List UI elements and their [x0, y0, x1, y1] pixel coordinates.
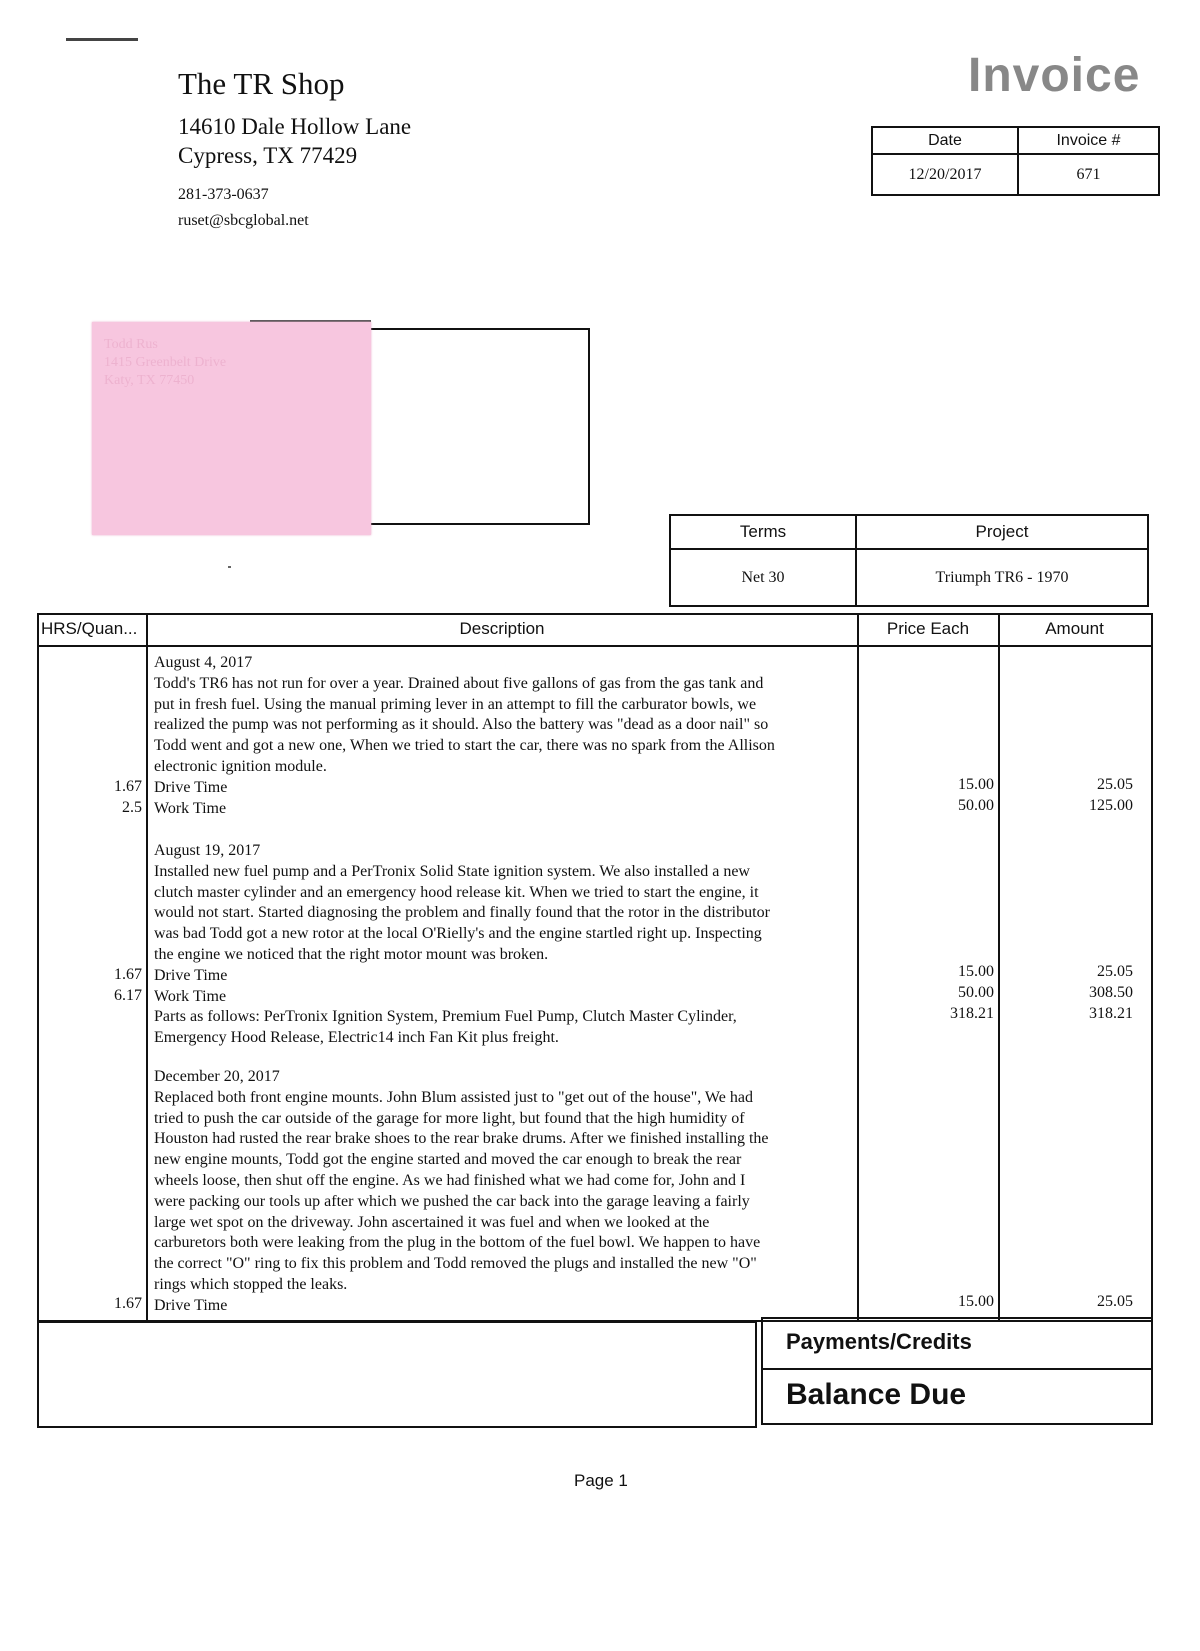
entry-text-line: Installed new fuel pump and a PerTronix Solid State ignition system. We also installed a new [154, 862, 750, 880]
entry-text-line: electronic ignition module. [154, 757, 327, 775]
line-item-price: 15.00 [958, 963, 994, 980]
notes-box [37, 1321, 757, 1428]
column-header-description: Description [459, 619, 545, 638]
column-header-qty: HRS/Quan... [41, 619, 138, 638]
column-header-price: Price Each [886, 619, 970, 638]
terms-value: Net 30 [670, 549, 856, 606]
entry-text-line: were packing our tools up after which we pushed the car back into the garage leaving a fairly [154, 1192, 750, 1210]
parts-text-line: Emergency Hood Release, Electric14 inch Fan Kit plus freight. [154, 1029, 559, 1047]
line-item-amount: 25.05 [1097, 963, 1133, 980]
line-item-price: 50.00 [958, 797, 994, 814]
line-item-amount: 125.00 [1089, 797, 1133, 814]
line-item-amount: 318.21 [1089, 1005, 1133, 1022]
line-item-label: Drive Time [154, 1296, 228, 1314]
entry-text-line: put in fresh fuel. Using the manual priming lever in an attempt to fill the carburator bowls, we [154, 695, 757, 713]
project-label: Project [856, 515, 1148, 549]
invoice-info-table [871, 126, 1160, 196]
shop-address-line2: Cypress, TX 77429 [178, 143, 358, 168]
parts-text-line: Parts as follows: PerTronix Ignition System, Premium Fuel Pump, Clutch Master Cylinder, [154, 1008, 737, 1026]
column-header-amount: Amount [1045, 619, 1104, 638]
balance-due-label: Balance Due [786, 1378, 967, 1411]
line-item-price: 15.00 [958, 1293, 994, 1310]
shop-name: The TR Shop [178, 66, 345, 101]
line-item-price: 50.00 [958, 984, 994, 1001]
line-item-description [154, 841, 854, 1049]
invoice-date: 12/20/2017 [872, 154, 1018, 195]
entry-text-line: tried to push the car outside of the garage for more light, but found that the high humidity of [154, 1109, 745, 1127]
line-item-amount: 25.05 [1097, 1293, 1133, 1310]
entry-date: August 4, 2017 [154, 654, 253, 671]
bill-to-line1: Todd Rus [104, 337, 158, 352]
bill-to-address [104, 336, 226, 390]
entry-text-line: Houston had rusted the rear brake shoes to the rear brake drums. After we finished installing the [154, 1130, 769, 1148]
date-label: Date [872, 127, 1018, 154]
line-item-qty: 2.5 [122, 799, 142, 816]
totals-divider [761, 1368, 1151, 1370]
invoice-number: 671 [1018, 154, 1159, 195]
scan-mark [66, 38, 138, 41]
entry-text-line: the correct "O" ring to fix this problem and Todd removed the plugs and installed the new "O" [154, 1255, 757, 1273]
terms-label: Terms [670, 515, 856, 549]
line-item-label: Work Time [154, 799, 227, 817]
entry-text-line: large wet spot on the driveway. John ascertained it was fuel and when we looked at the [154, 1213, 710, 1231]
col-divider-qty [146, 613, 148, 1320]
bill-to-line2: 1415 Greenbelt Drive [104, 355, 227, 370]
line-item-price: 318.21 [950, 1005, 994, 1022]
shop-email: ruset@sbcglobal.net [178, 212, 309, 229]
terms-project-table [669, 514, 1149, 607]
entry-text-line: the engine we noticed that the right motor mount was broken. [154, 945, 549, 963]
page-number: Page 1 [574, 1471, 628, 1490]
entry-text-line: Todd went and got a new one, When we tried to start the car, there was no spark from the Allison [154, 737, 775, 755]
line-item-label: Work Time [154, 987, 227, 1005]
line-item-label: Drive Time [154, 778, 228, 796]
entry-text-line: Replaced both front engine mounts. John Blum assisted just to "get out of the house", We had [154, 1088, 753, 1106]
entry-text-line: Todd's TR6 has not run for over a year. Drained about five gallons of gas from the gas tank and [154, 674, 764, 692]
entry-text-line: rings which stopped the leaks. [154, 1275, 348, 1293]
shop-phone: 281-373-0637 [178, 186, 269, 203]
line-item-qty: 1.67 [114, 966, 142, 983]
entry-text-line: carburetors both were leaking from the plug in the bottom of the fuel bowl. We happen to have [154, 1234, 761, 1252]
shop-address-line1: 14610 Dale Hollow Lane [178, 114, 412, 139]
payments-credits-label: Payments/Credits [786, 1329, 972, 1354]
line-item-qty: 1.67 [114, 1295, 142, 1312]
line-item-description [154, 653, 854, 819]
bill-to-line3: Katy, TX 77450 [104, 373, 195, 388]
entry-text-line: clutch master cylinder and an emergency hood release kit. When we tried to start the engine, it [154, 883, 759, 901]
entry-text-line: new engine mounts, Todd got the engine started and moved the car enough to break the rear [154, 1151, 742, 1169]
entry-text-line: wheels loose, then shut off the engine. As we had finished what we had come for, John and I [154, 1171, 746, 1189]
scan-speck [228, 566, 231, 568]
entry-text-line: was bad Todd got a new rotor at the local O'Rielly's and the engine startled right up. Inspecting [154, 925, 762, 943]
project-value: Triumph TR6 - 1970 [856, 549, 1148, 606]
entry-date: August 19, 2017 [154, 842, 261, 859]
invoice-title: Invoice [968, 49, 1141, 102]
invoice-number-label: Invoice # [1018, 127, 1159, 154]
line-item-amount: 308.50 [1089, 984, 1133, 1001]
col-divider-desc [857, 613, 859, 1320]
line-item-qty: 1.67 [114, 778, 142, 795]
col-divider-price [998, 613, 1000, 1320]
line-item-amount: 25.05 [1097, 776, 1133, 793]
entry-text-line: would not start. Started diagnosing the problem and finally found that the rotor in the distributor [154, 904, 770, 922]
bill-to-box [371, 328, 590, 525]
entry-date: December 20, 2017 [154, 1068, 280, 1085]
line-item-qty: 6.17 [114, 987, 142, 1004]
line-item-description [154, 1067, 854, 1317]
entry-text-line: realized the pump was not performing as it should. Also the battery was "dead as a door nail" so [154, 716, 769, 734]
line-item-label: Drive Time [154, 966, 228, 984]
line-items-header-divider [37, 645, 1151, 647]
line-item-price: 15.00 [958, 776, 994, 793]
